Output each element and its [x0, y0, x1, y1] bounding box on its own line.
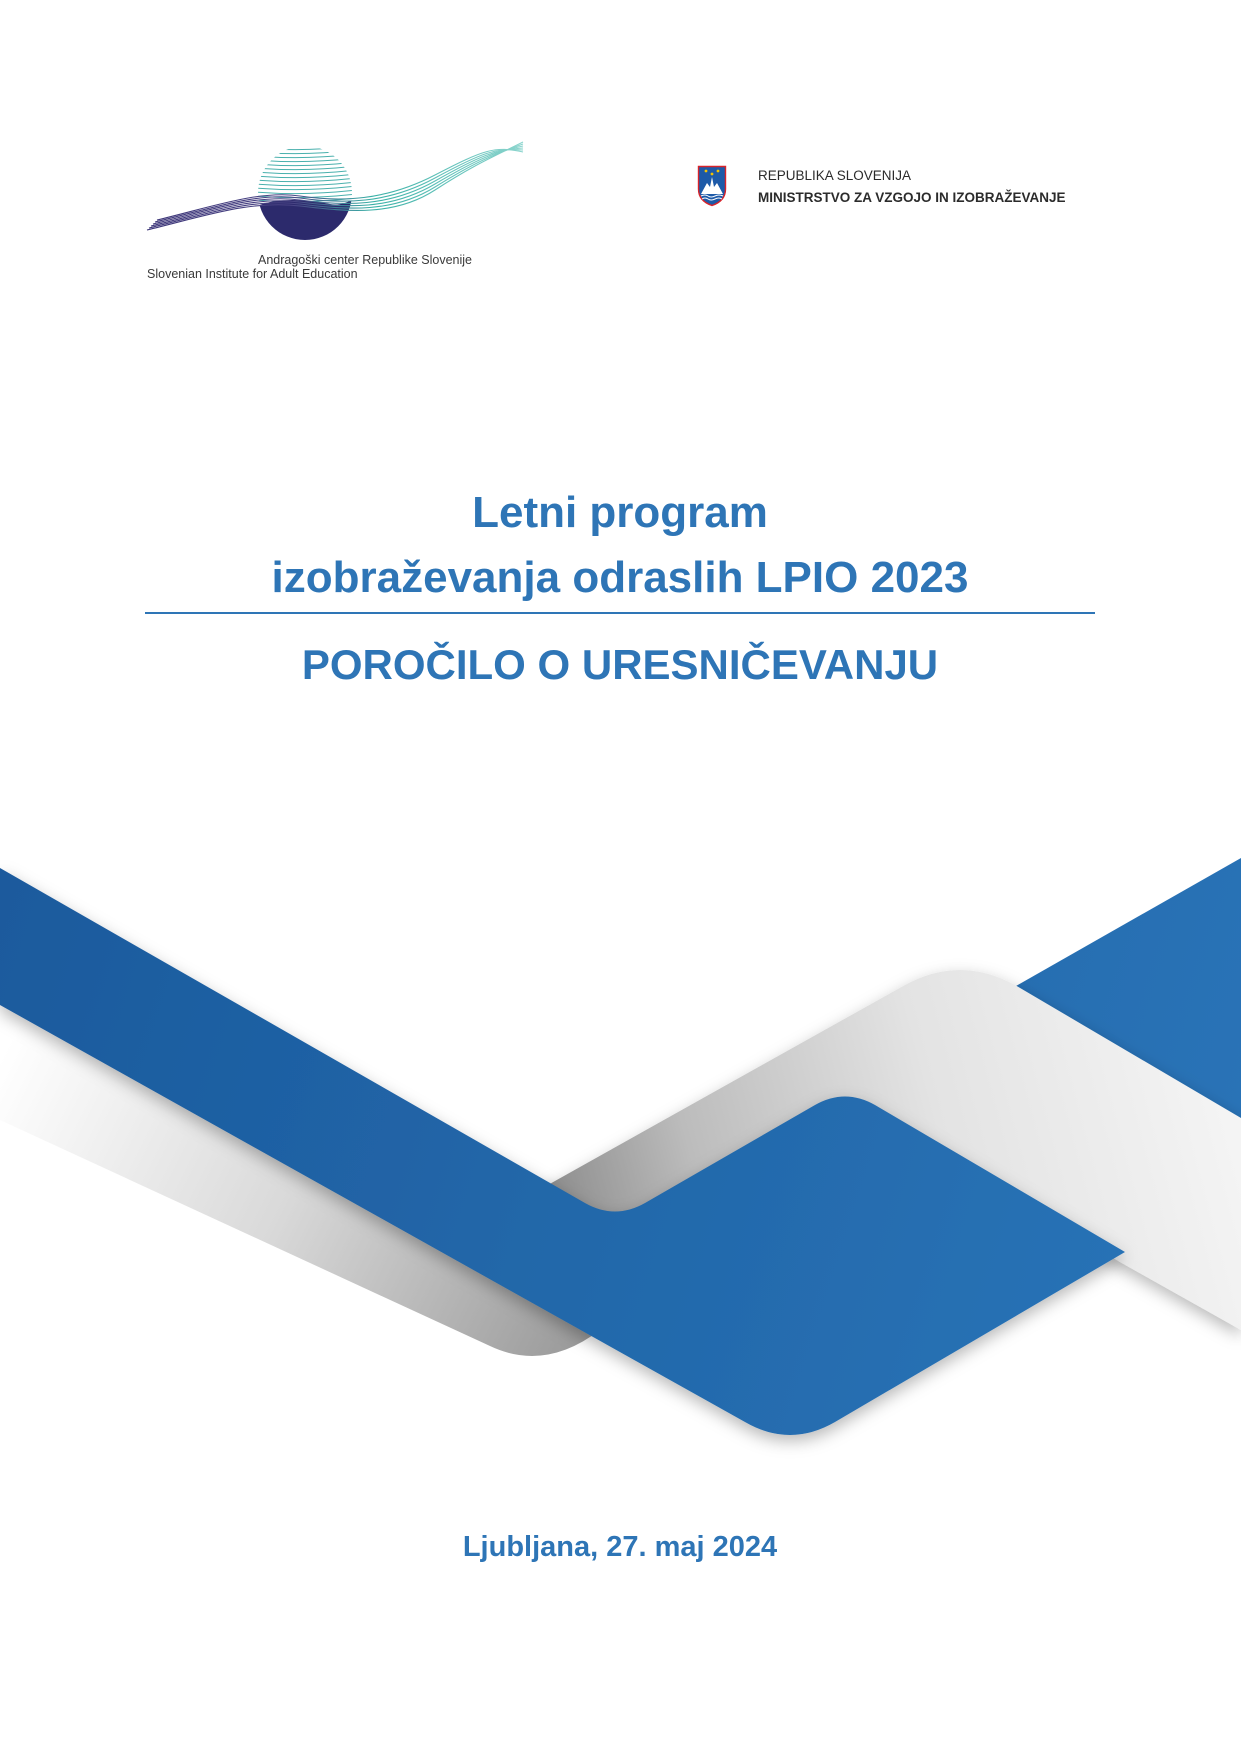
decorative-ribbon — [0, 840, 1241, 1460]
document-title-line1: Letni program — [472, 488, 768, 537]
andragoski-name-english: Slovenian Institute for Adult Education — [147, 267, 358, 281]
place-and-date: Ljubljana, 27. maj 2024 — [462, 1531, 778, 1563]
andragoski-logo — [135, 138, 530, 258]
title-divider — [145, 612, 1095, 614]
andragoski-name-slovenian: Andragoški center Republike Slovenije — [258, 253, 473, 267]
document-title-line2: izobraževanja odraslih LPIO 2023 — [271, 553, 969, 602]
document-subtitle: POROČILO O URESNIČEVANJU — [301, 641, 939, 688]
coat-of-arms-icon — [697, 165, 727, 207]
republic-name: REPUBLIKA SLOVENIJA — [758, 168, 912, 183]
ministry-name: MINISTRSTVO ZA VZGOJO IN IZOBRAŽEVANJE — [758, 190, 1066, 205]
